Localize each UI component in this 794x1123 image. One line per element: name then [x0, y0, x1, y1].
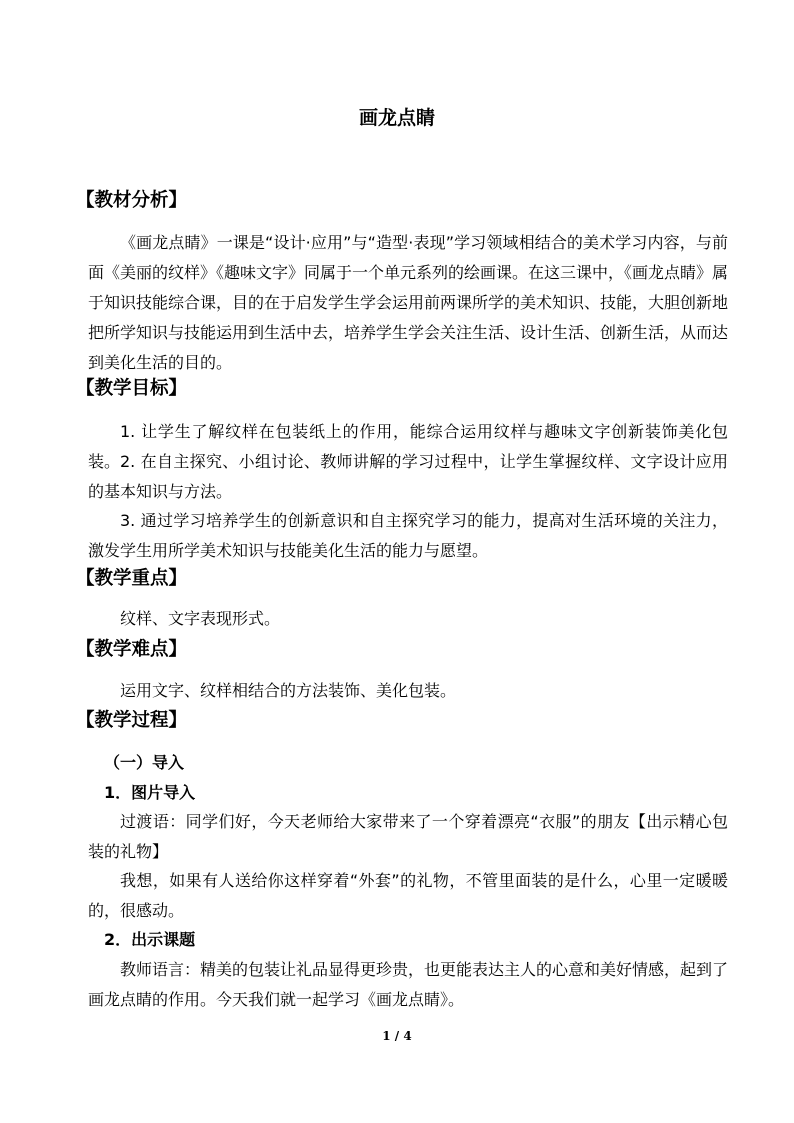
heading-key-points: 【教学重点】 [76, 568, 188, 589]
heading-analysis: 【教材分析】 [76, 190, 188, 211]
process-step-1: 1．图片导入 [104, 783, 196, 802]
page-title: 画龙点睛 [358, 107, 435, 129]
heading-difficulties: 【教学难点】 [76, 639, 188, 660]
heading-process: 【教学过程】 [76, 710, 188, 731]
goal-item-1: 1. 让学生了解纹样在包装纸上的作用，能综合运用纹样与趣味文字创新装饰美化包装。 [88, 422, 728, 471]
heading-goals: 【教学目标】 [76, 378, 188, 399]
difficulties-text: 运用文字、纹样相结合的方法装饰、美化包装。 [120, 681, 457, 700]
goal-item-3: 3. 通过学习培养学生的创新意识和自主探究学习的能力，提高对生活环境的关注力，激发学生用所学美术知识与技能美化生活的能力与愿望。 [88, 511, 728, 560]
process-step-2: 2．出示课题 [104, 930, 196, 949]
process-part-1: （一）导入 [104, 753, 185, 772]
analysis-paragraph: 《画龙点睛》一课是“设计·应用”与“造型·表现”学习领域相结合的美术学习内容，与前面《美丽的纹样》《趣味文字》同属于一个单元系列的绘画课。在这三课中，《画龙点睛》属于知识技能综合课，目的在于启发学生学会运用前两课所学的美术知识、技能，大胆创新地把所学知识与技能运用到生活中去，培养学生学会关注生活、设计生活、创新生活，从而达到美化生活的目的。 [88, 233, 729, 372]
feeling-text: 我想，如果有人送给你这样穿着“外套”的礼物，不管里面装的是什么，心里一定暖暖的，很感动。 [88, 871, 728, 920]
key-points-text: 纹样、文字表现形式。 [120, 609, 281, 628]
page-number: 1 / 4 [382, 1029, 412, 1043]
transition-text: 过渡语：同学们好，今天老师给大家带来了一个穿着漂亮“衣服”的朋友【出示精心包装的礼物】 [88, 812, 728, 861]
teacher-text: 教师语言：精美的包装让礼品显得更珍贵，也更能表达主人的心意和美好情感，起到了画龙点睛的作用。今天我们就一起学习《画龙点睛》。 [88, 960, 729, 1009]
goal-item-2: 2. 在自主探究、小组讨论、教师讲解的学习过程中，让学生掌握纹样、文字设计应用的基本知识与方法。 [88, 452, 728, 501]
